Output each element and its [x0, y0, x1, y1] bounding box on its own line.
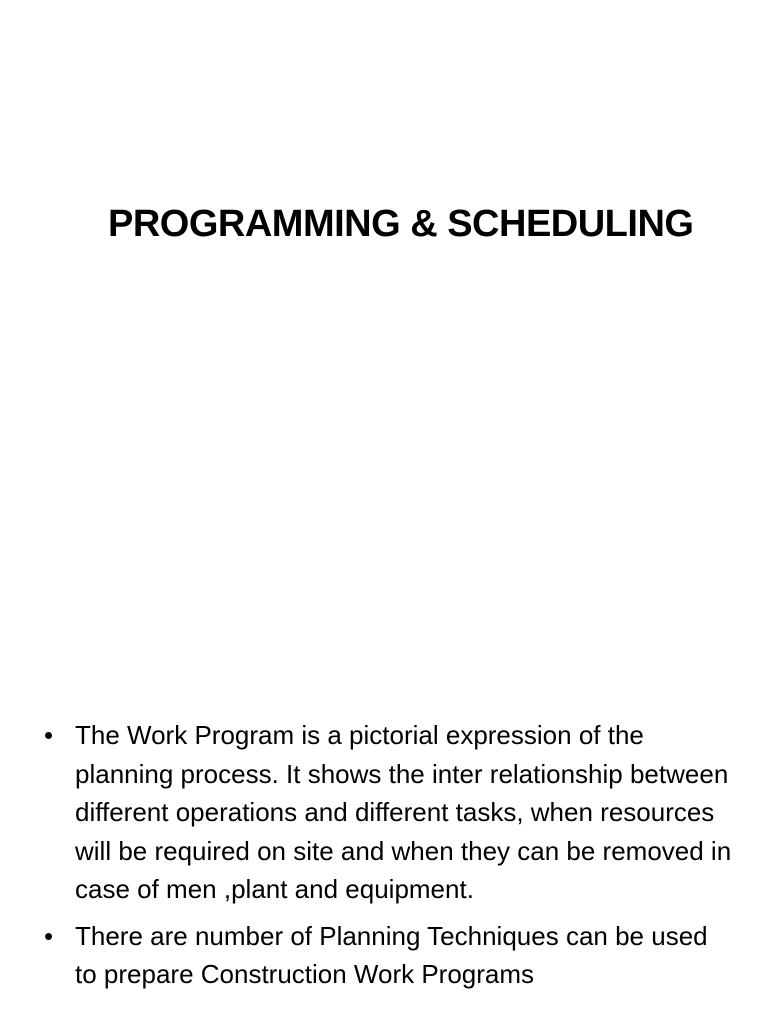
bullet-text: The Work Program is a pictorial expression of the planning process. It shows the inter relationship between different operations and different tasks, when resources will be required on site and when they can be removed in case of men ,plant and equipment.	[75, 720, 732, 904]
bullet-text: There are number of Planning Techniques can be used to prepare Construction Work Programs	[75, 920, 708, 989]
bullet-item	[44, 917, 734, 994]
bullet-list	[44, 716, 734, 1002]
bullet-dot-icon: •	[44, 720, 54, 750]
bullet-dot-icon: •	[44, 920, 54, 951]
content-slide	[0, 576, 768, 1024]
bullet-item	[44, 716, 734, 909]
slide-title: PROGRAMMING & SCHEDULING	[108, 203, 694, 245]
